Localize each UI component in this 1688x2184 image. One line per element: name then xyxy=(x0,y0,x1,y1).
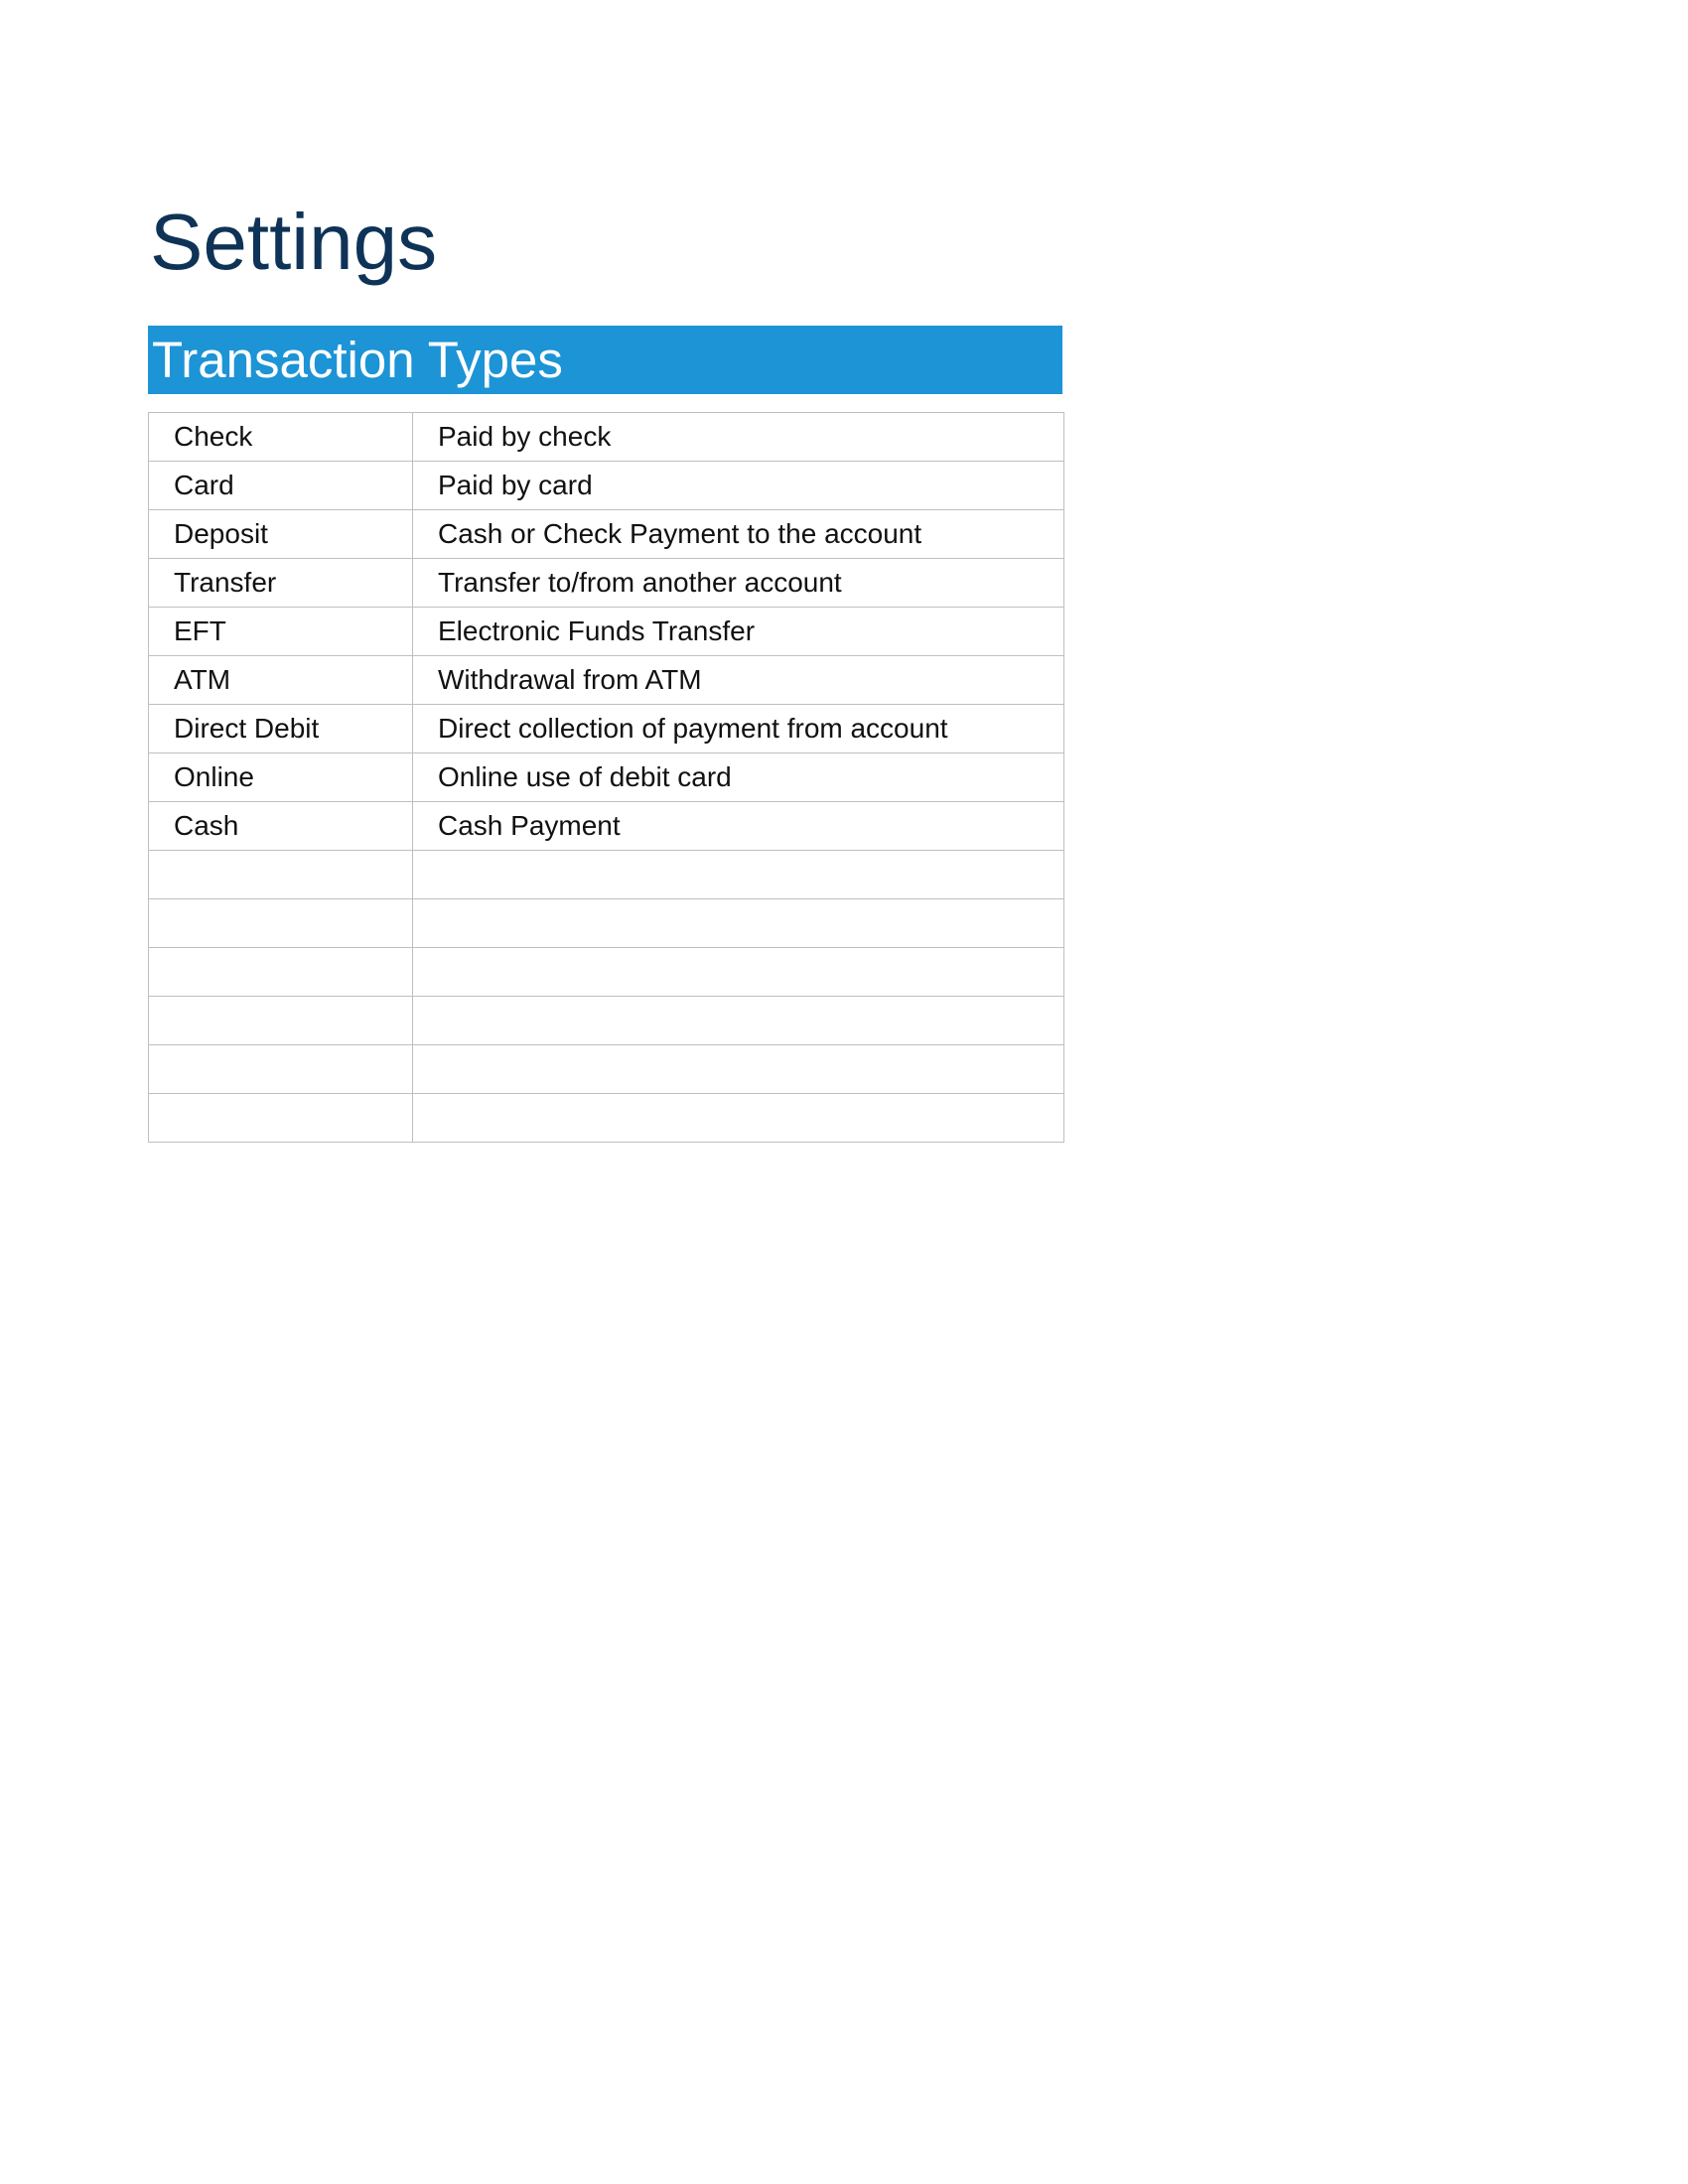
transaction-type-cell[interactable]: Online xyxy=(149,753,413,802)
table-row xyxy=(149,705,1064,753)
table-row xyxy=(149,608,1064,656)
transaction-type-cell[interactable]: Check xyxy=(149,413,413,462)
section-header-label: Transaction Types xyxy=(152,332,563,388)
transaction-description-cell[interactable]: Cash or Check Payment to the account xyxy=(413,510,1064,559)
transaction-type-cell[interactable]: Card xyxy=(149,462,413,510)
transaction-type-cell[interactable] xyxy=(149,948,413,997)
transaction-type-cell[interactable]: Deposit xyxy=(149,510,413,559)
page-title: Settings xyxy=(150,198,438,286)
transaction-description-cell[interactable] xyxy=(413,1045,1064,1094)
transaction-description-cell[interactable] xyxy=(413,997,1064,1045)
table-row xyxy=(149,802,1064,851)
table-row xyxy=(149,899,1064,948)
table-row xyxy=(149,851,1064,899)
transaction-types-table xyxy=(148,412,1064,1143)
table-row xyxy=(149,462,1064,510)
transaction-description-cell[interactable]: Cash Payment xyxy=(413,802,1064,851)
transaction-type-cell[interactable]: EFT xyxy=(149,608,413,656)
table-row xyxy=(149,510,1064,559)
table-row xyxy=(149,1094,1064,1143)
section-header xyxy=(148,326,1062,394)
transaction-description-cell[interactable]: Transfer to/from another account xyxy=(413,559,1064,608)
transaction-type-cell[interactable] xyxy=(149,997,413,1045)
table-row xyxy=(149,656,1064,705)
table-row xyxy=(149,1045,1064,1094)
transaction-description-cell[interactable]: Paid by card xyxy=(413,462,1064,510)
transaction-type-cell[interactable]: ATM xyxy=(149,656,413,705)
transaction-type-cell[interactable]: Direct Debit xyxy=(149,705,413,753)
transaction-description-cell[interactable]: Electronic Funds Transfer xyxy=(413,608,1064,656)
table-row xyxy=(149,559,1064,608)
transaction-type-cell[interactable] xyxy=(149,1094,413,1143)
transaction-description-cell[interactable]: Direct collection of payment from account xyxy=(413,705,1064,753)
transaction-type-cell[interactable]: Transfer xyxy=(149,559,413,608)
transaction-description-cell[interactable] xyxy=(413,851,1064,899)
transaction-type-cell[interactable] xyxy=(149,899,413,948)
table-row xyxy=(149,753,1064,802)
transaction-description-cell[interactable]: Online use of debit card xyxy=(413,753,1064,802)
transaction-description-cell[interactable] xyxy=(413,1094,1064,1143)
transaction-type-cell[interactable]: Cash xyxy=(149,802,413,851)
transaction-description-cell[interactable] xyxy=(413,899,1064,948)
table-row xyxy=(149,997,1064,1045)
transaction-type-cell[interactable] xyxy=(149,851,413,899)
transaction-description-cell[interactable]: Withdrawal from ATM xyxy=(413,656,1064,705)
table-row xyxy=(149,948,1064,997)
transaction-description-cell[interactable]: Paid by check xyxy=(413,413,1064,462)
transaction-description-cell[interactable] xyxy=(413,948,1064,997)
table-row xyxy=(149,413,1064,462)
transaction-type-cell[interactable] xyxy=(149,1045,413,1094)
